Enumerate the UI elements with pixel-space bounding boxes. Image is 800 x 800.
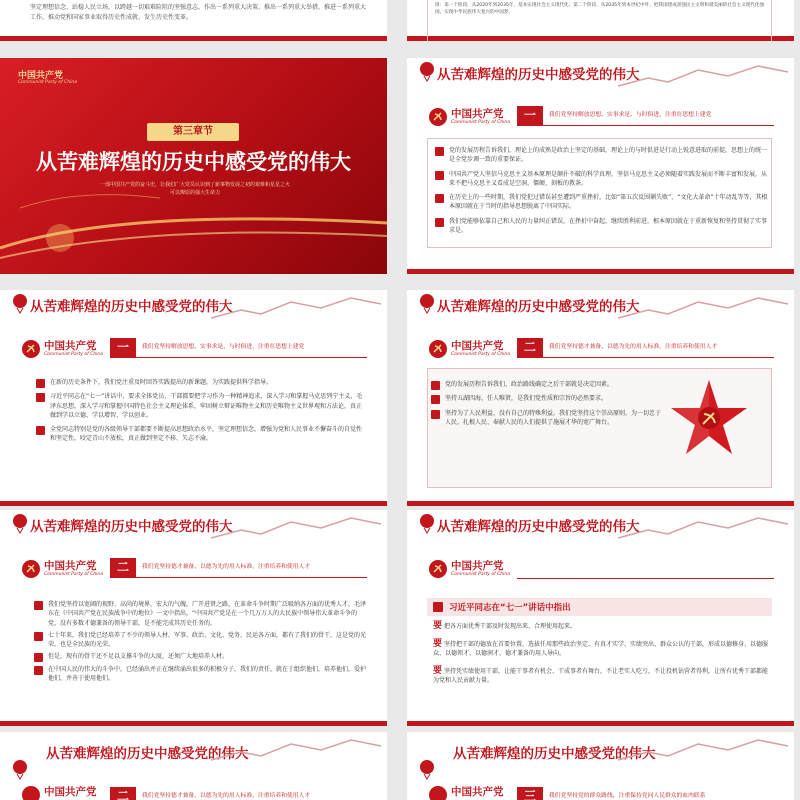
list-item: 在中国人民的伟大的斗争中，已经涌出并正在继续涌出很多的积极分子，我们的责任，就在于组织他们，培养他们，爱护他们，并善于使用他们。 <box>34 665 367 684</box>
bullet-list <box>36 378 367 449</box>
bullet-list <box>34 600 367 686</box>
bullet-list <box>431 380 666 432</box>
party-emblem-icon <box>429 560 447 578</box>
party-logo <box>429 106 514 132</box>
party-logo <box>22 784 107 800</box>
slide-chapter-cover[interactable] <box>0 58 387 274</box>
list-item: 我们党坚持以宽阔的视野、高尚的境界、宏大的气魄，广开进贤之路，在革命斗争时期广泛吸纳各方面的优秀人才，毛泽东在《中国共产党在民族战争中的地位》一文中指出，“中国共产党是在一个几万万人的大民族中领导伟大革命斗争的党，没有多数才德兼备的领导干部，是不能完成其历史任务的。 <box>34 600 367 628</box>
party-logo <box>22 558 107 584</box>
slide-7-partial[interactable] <box>0 732 387 800</box>
slide-4[interactable] <box>407 290 794 506</box>
section-number: 三 <box>517 787 543 800</box>
party-name: 中国共产党 <box>44 786 97 798</box>
party-emblem-icon <box>34 653 43 662</box>
slide-title: 从苦难辉煌的历史中感受党的伟大 <box>30 519 233 535</box>
party-emblem-icon <box>429 340 447 358</box>
chapter-title: 从苦难辉煌的历史中感受党的伟大 <box>36 150 351 174</box>
slide-title: 从苦难辉煌的历史中感受党的伟大 <box>437 519 640 535</box>
slide-partial-top-left[interactable] <box>0 0 387 41</box>
list-item: 七十年来，我们党已经培养了不少的领导人材，军事、政治、文化、党务、民运各方面，都有了我们的骨干，这是党的光荣，也是全民族的光荣。 <box>34 631 367 650</box>
requirement-list <box>433 622 772 694</box>
slide-title: 从苦难辉煌的历史中感受党的伟大 <box>453 746 656 762</box>
section-text: 我们党坚持党的群众路线，注重保持党同人民群众的血肉联系 <box>549 793 706 799</box>
party-name: 中国共产党 <box>451 560 504 572</box>
party-emblem-icon <box>36 393 45 402</box>
section-bar <box>110 787 367 800</box>
section-bar <box>517 787 774 800</box>
party-name: 中国共产党 <box>451 340 504 352</box>
section-bar <box>517 338 774 358</box>
party-name-en: Communist Party of China <box>451 352 510 357</box>
party-emblem-icon <box>34 632 43 641</box>
party-emblem-icon <box>431 381 440 390</box>
slide-title: 从苦难辉煌的历史中感受党的伟大 <box>46 746 249 762</box>
list-item: 党的发展历程告诉我们，政治路线确定之后干部就是决定因素。 <box>431 380 666 389</box>
slide-partial-top-right[interactable] <box>407 0 794 41</box>
great-wall-icon <box>211 292 381 322</box>
great-wall-icon <box>618 292 788 322</box>
great-wall-icon <box>618 734 788 764</box>
party-logo <box>429 558 514 584</box>
party-emblem-icon <box>36 426 45 435</box>
list-item: 坚持五湖四海、任人唯贤，是我们党性质和宗旨的必然要求。 <box>431 394 666 403</box>
party-emblem-icon <box>431 410 440 419</box>
party-name: 中国共产党 <box>451 786 504 798</box>
party-name: 中国共产党 <box>44 340 97 352</box>
section-text: 我们党坚持解放思想、实事求是、与时俱进，注重在思想上建党 <box>142 344 305 350</box>
list-item: 中国共产党人坚信马克思主义基本原理是颠扑不破的科学真理，坚信马克思主义必须随着实践发展而不断丰富和发展，从来不把马克思主义看成是空洞、僵硬、刻板的教条。 <box>435 170 770 189</box>
list-item: 要坚持凭实绩使用干部，让能干事者有机会、干成事者有舞台，不让老实人吃亏，不让投机钻营者得利，让所有优秀干部都能为党和人民贡献力量。 <box>433 665 769 684</box>
list-item: 要把各方面优秀干部及时发现出来、合理使用起来。 <box>433 621 577 631</box>
list-item: 但是，现有的骨干还不足以支撑斗争的大厦，还须广大地培养人材。 <box>34 652 367 661</box>
great-wall-icon <box>618 60 788 90</box>
party-emblem-icon <box>22 786 40 800</box>
list-item: 坚持为了人民利益，没有自己的特殊利益。我们党坚持这个崇高原则，为一切忠于人民、扎根人民、奉献人民的人们提供了施展才华的宽广舞台。 <box>431 409 666 428</box>
chapter-badge: 第三章节 <box>147 123 239 141</box>
bullet-list <box>435 146 770 240</box>
party-emblem-icon <box>34 601 43 610</box>
slide-2[interactable] <box>407 58 794 274</box>
party-emblem-icon <box>22 560 40 578</box>
section-text: 我们党坚持德才兼备、以德为先的用人标准，注重培养和使用人才 <box>142 564 311 570</box>
party-emblem-icon <box>22 340 40 358</box>
party-name: 中国共产党 <box>451 108 504 120</box>
section-text: 我们党坚持德才兼备、以德为先的用人标准，注重培养和使用人才 <box>142 793 311 799</box>
list-item: 要坚持把干部的德放在首要位置，选拔任用那些政治坚定、有真才实学、实绩突出、群众公认的干部，形成以德修身、以德服众、以德领才、以德润才、德才兼备的用人导向。 <box>433 638 769 657</box>
balloon-icon <box>12 760 28 780</box>
party-logo <box>429 784 514 800</box>
great-wall-icon <box>211 734 381 764</box>
slide-title: 从苦难辉煌的历史中感受党的伟大 <box>437 67 640 83</box>
party-name-en: Communist Party of China <box>18 80 77 85</box>
party-name-en: Communist Party of China <box>44 352 103 357</box>
list-item: 我们党能够依靠自己和人民的力量纠正错误，在挫折中奋起，继续胜利前进，根本原因就在于重新恢复和坚持贯彻了实事求是。 <box>435 217 770 236</box>
section-number: 二 <box>110 558 136 577</box>
chapter-subtitle: 一部中国共产党的奋斗史，让我们广大党员认识到了新事物发展之初的艰难和星星之火可以燎原的强大生命力 <box>100 182 291 196</box>
party-logo <box>22 338 107 364</box>
section-bar <box>110 338 367 358</box>
section-number: 一 <box>110 338 136 357</box>
list-item: 在新的历史条件下，我们党注重及时回答实践提出的新课题，为实践提供科学指导。 <box>36 378 367 387</box>
balloon-icon <box>419 62 435 82</box>
party-emblem-icon <box>433 602 443 612</box>
party-emblem-icon <box>34 666 43 675</box>
body-text: 排：第一个阶段，从2020年到2035年，基本实现社会主义现代化；第二个阶段，从2035年到本世纪中叶，把我国建成富强民主文明和谐美丽的社会主义现代化强国，实现中华民族伟大复兴的中国梦。 <box>435 3 765 15</box>
party-emblem-icon <box>435 194 444 203</box>
section-text: 我们党坚持解放思想、实事求是、与时俱进，注重在思想上建党 <box>549 112 712 118</box>
list-item: 习近平同志在“七一”讲话中，要求全体党员、干部都要把学习作为一种精神追求，深入学习和掌握马克思列宁主义、毛泽东思想，深入学习和掌握中国特色社会主义理论体系，牢固树立辩证唯物主义和历史唯物主义世界观和方法论，真正做到学以立德、学以增智、学以创业。 <box>36 392 367 420</box>
slide-5[interactable] <box>0 510 387 726</box>
slide-3[interactable] <box>0 290 387 506</box>
party-emblem-icon <box>435 218 444 227</box>
section-number: 二 <box>517 338 543 357</box>
slide-title: 从苦难辉煌的历史中感受党的伟大 <box>437 299 640 315</box>
balloon-icon <box>12 514 28 534</box>
party-name-en: Communist Party of China <box>451 572 510 577</box>
heading-text: 习近平同志在“七一”讲话中指出 <box>449 603 571 613</box>
party-name: 中国共产党 <box>18 71 64 81</box>
balloon-icon <box>419 514 435 534</box>
party-logo <box>429 338 514 364</box>
slide-title: 从苦难辉煌的历史中感受党的伟大 <box>30 299 233 315</box>
party-emblem-icon <box>429 108 447 126</box>
party-emblem-icon <box>431 395 440 404</box>
divider <box>517 578 774 579</box>
section-number: 二 <box>110 787 136 800</box>
party-name-en: Communist Party of China <box>44 572 103 577</box>
slide-6[interactable] <box>407 510 794 726</box>
section-bar <box>517 106 774 126</box>
great-wall-icon <box>618 512 788 542</box>
balloon-icon <box>419 760 435 780</box>
balloon-icon <box>12 294 28 314</box>
heading-bar <box>427 598 772 616</box>
party-emblem-icon <box>429 786 447 800</box>
section-text: 我们党坚持德才兼备、以德为先的用人标准，注重培养和使用人才 <box>549 344 718 350</box>
party-emblem-icon <box>435 171 444 180</box>
section-number: 一 <box>517 106 543 125</box>
party-name-en: Communist Party of China <box>451 120 510 125</box>
list-item: 全党同志特别是党的各级领导干部都要不断提高思想政治水平，坚定理想信念，增强为党和人民事业不懈奋斗的自觉性和坚定性，咬定青山不放松，真正做到坚定不移、矢志不渝。 <box>36 425 367 444</box>
great-wall-icon <box>211 512 381 542</box>
party-emblem-icon <box>36 379 45 388</box>
balloon-icon <box>419 294 435 314</box>
list-item: 党的发展历程告诉我们，理论上的成熟是政治上坚定的基础，理论上的与时俱进是行动上锐意进取的前提，思想上的统一是全党步调一致的重要保证。 <box>435 146 770 165</box>
star-emblem-icon <box>669 378 749 458</box>
party-name: 中国共产党 <box>44 560 97 572</box>
section-bar <box>110 558 367 578</box>
list-item: 在历史上的一些时期，我们党犯过错误甚至遭到严重挫折，比如“第五次反围剿失败”、“文化大革命”十年动乱等等，其根本原因就在于当时的指导思想脱离了中国实际。 <box>435 193 770 212</box>
party-emblem-icon <box>435 147 444 156</box>
slide-8-partial[interactable] <box>407 732 794 800</box>
body-text: 坚定理想信念、站稳人民立场，以跨越一切艰难险阻的坚强意志，作出一系列重大决策、推出一系列重大举措，推进一系列重大工作，推动党和国家事业取得历史性成就、发生历史性变革。 <box>30 4 367 21</box>
